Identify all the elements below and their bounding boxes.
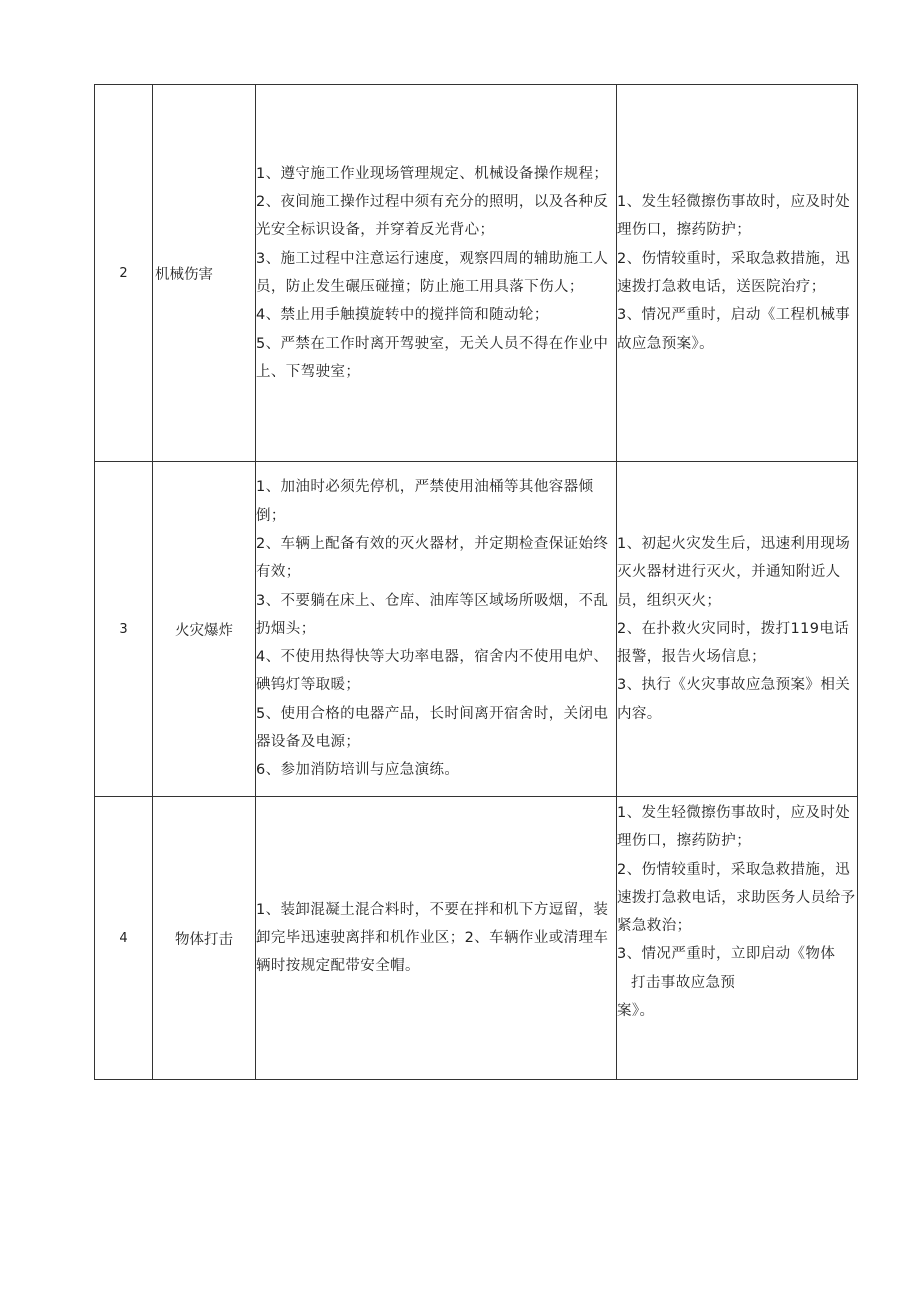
hazard-name: 物体打击 [153,797,256,1080]
response-item: 3、情况严重时，启动《工程机械事故应急预案》。 [617,307,851,352]
response-item: 2、伤情较重时，采取急救措施，迅速拨打急救电话，求助医务人员给予紧急救治； [617,861,856,935]
response-item: 打击事故应急预 [631,974,736,991]
hazard-name: 火灾爆炸 [153,462,256,797]
row-number: 2 [95,85,153,462]
emergency-response [617,85,858,462]
measure-item: 1、加油时必须先停机，严禁使用油桶等其他容器倾倒； [256,479,594,524]
measure-item: 5、使用合格的电器产品，长时间离开宿舍时，关闭电器设备及电源； [256,705,609,751]
response-item: 1、发生轻微擦伤事故时，应及时处理伤口，擦药防护； [617,194,851,239]
measure-item: 2、车辆上配备有效的灭火器材，并定期检查保证始终有效； [256,535,609,581]
table-row [95,797,858,1080]
control-measures [256,797,617,1080]
row-number: 3 [95,462,153,797]
hazard-table [94,84,858,1080]
measure-item: 3、施工过程中注意运行速度，观察四周的辅助施工人员，防止发生碾压碰撞；防止施工用具落下伤人； [256,250,609,295]
emergency-response [617,797,858,1080]
measure-item: 2、夜间施工操作过程中须有充分的照明，以及各种反光安全标识设备，并穿着反光背心； [256,194,609,239]
measure-item: 4、禁止用手触摸旋转中的搅拌筒和随动轮； [256,307,549,324]
measure-item: 6、参加消防培训与应急演练。 [256,762,460,779]
measure-item: 3、不要躺在床上、仓库、油库等区域场所吸烟，不乱扔烟头； [256,592,609,637]
control-measures [256,85,617,462]
response-item: 2、伤情较重时，采取急救措施，迅速拨打急救电话，送医院治疗； [617,250,851,295]
emergency-response [617,462,858,797]
measure-item: 5、严禁在工作时离开驾驶室，无关人员不得在作业中上、下驾驶室； [256,335,609,380]
table-row [95,85,858,462]
response-item: 案》。 [617,1003,655,1020]
measure-item: 4、不使用热得快等大功率电器，宿舍内不使用电炉、碘钨灯等取暖； [256,649,609,694]
control-measures [256,462,617,797]
table-row [95,462,858,797]
response-item: 2、在扑救火灾同时，拨打119电话报警，报告火场信息； [617,620,850,666]
response-item: 3、情况严重时，立即启动《物体 [617,946,836,963]
response-item: 1、发生轻微擦伤事故时，应及时处理伤口，擦药防护； [617,805,851,850]
measure-item: 1、遵守施工作业现场管理规定、机械设备操作规程； [256,165,609,182]
measure-item: 1、装卸混凝土混合料时，不要在拌和机下方逗留，装卸完毕迅速驶离拌和机作业区；2、车辆作业或清理车辆时按规定配带安全帽。 [256,901,609,975]
response-item: 3、执行《火灾事故应急预案》相关内容。 [617,677,851,722]
response-item: 1、初起火灾发生后，迅速利用现场灭火器材进行灭火，并通知附近人员，组织灭火； [617,535,851,609]
row-number: 4 [95,797,153,1080]
hazard-name: 机械伤害 [153,85,256,462]
